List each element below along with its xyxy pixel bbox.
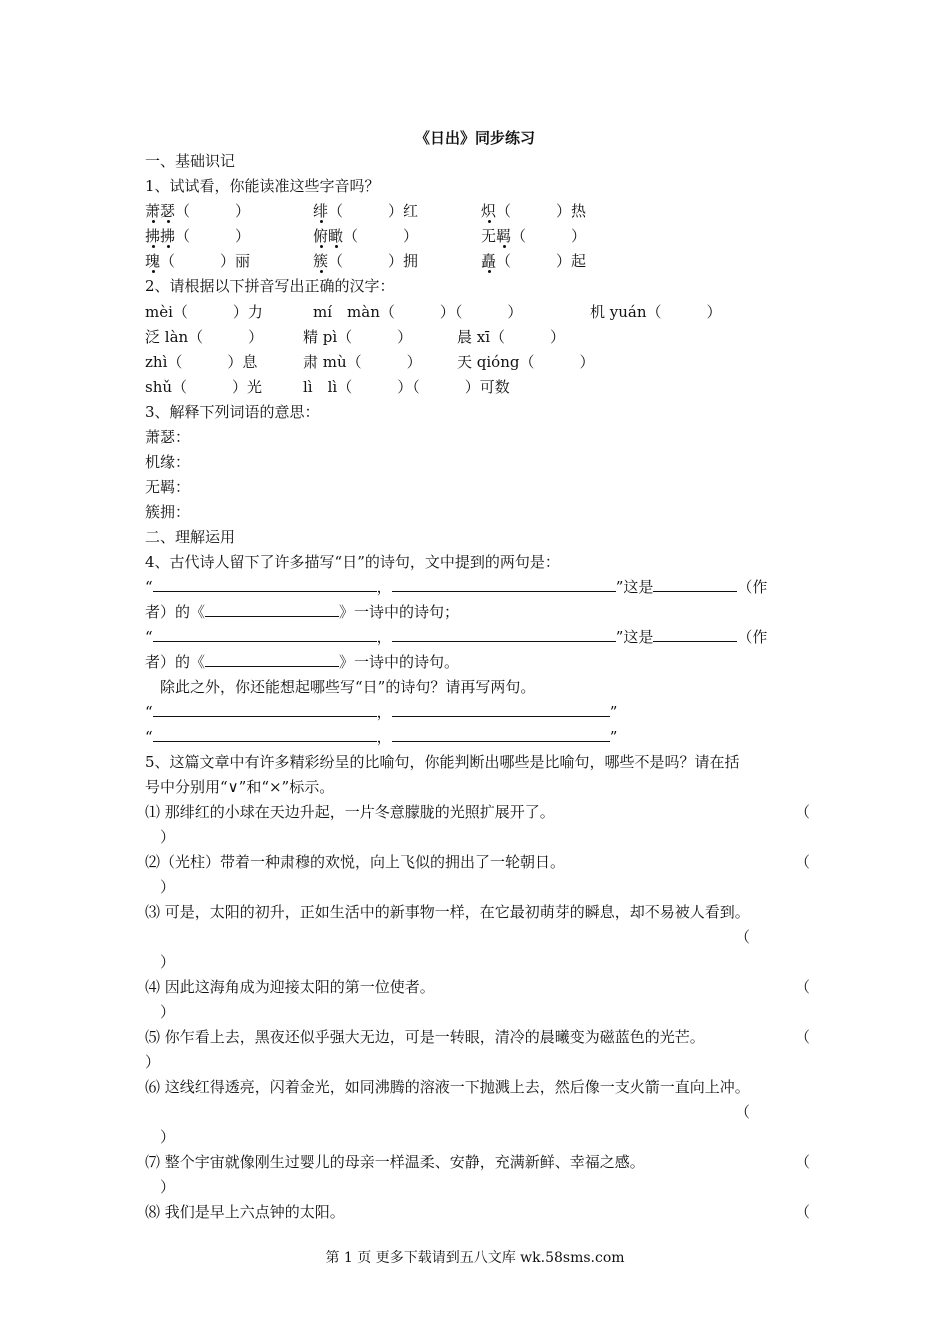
answer-paren-open[interactable]: （: [735, 1103, 751, 1121]
pinyin-item[interactable]: 晨 xī（ ）: [457, 328, 566, 346]
pinyin-item[interactable]: 肃 mù（ ）: [303, 353, 422, 371]
page-title: 《日出》同步练习: [414, 129, 535, 147]
simile-item: ⑵（光柱）带着一种肃穆的欢悦，向上飞似的拥出了一轮朝日。: [145, 853, 566, 871]
simile-item: ⑶ 可是，太阳的初升，正如生活中的新事物一样，在它最初萌芽的瞬息，却不易被人看到。: [145, 903, 750, 921]
answer-paren-open[interactable]: （: [795, 803, 811, 821]
answer-paren-open[interactable]: （: [735, 928, 751, 946]
simile-item: ⑺ 整个宇宙就像刚生过婴儿的母亲一样温柔、安静，充满新鲜、幸福之感。: [145, 1153, 645, 1171]
simile-item: ⑸ 你乍看上去，黑夜还似乎强大无边，可是一转眼，清冷的晨曦变为磁蓝色的光芒。: [145, 1028, 705, 1046]
answer-blank[interactable]: [653, 627, 737, 642]
extra-poems-prompt: 除此之外，你还能想起哪些写“日”的诗句？请再写两句。: [160, 678, 536, 696]
question-1-stem: 1、试试看，你能读准这些字音吗？: [145, 177, 380, 195]
answer-paren-close: ）: [160, 828, 176, 846]
q1-row: 拂拂（ ） 俯瞰（ ） 无羁（ ）: [145, 227, 587, 245]
question-5-stem: 号中分别用“∨”和“×”标示。: [145, 778, 335, 796]
vocab-item[interactable]: 机缘：: [145, 453, 191, 471]
poem-blank-line: “ ， ”这是 （作: [145, 628, 768, 646]
answer-blank[interactable]: [153, 727, 377, 742]
poem-blank-line: “ ， ”这是 （作: [145, 578, 768, 596]
blank[interactable]: （ ）: [496, 202, 572, 220]
q1-row: 萧瑟（ ） 绯（ ）红 炽（ ）热: [145, 202, 587, 220]
answer-paren-open[interactable]: （: [795, 978, 811, 996]
blank[interactable]: （ ）: [328, 202, 404, 220]
answer-paren-close: ）: [160, 953, 176, 971]
blank[interactable]: （ ）: [175, 227, 251, 245]
answer-blank[interactable]: [392, 577, 616, 592]
pinyin-item[interactable]: 精 pì（ ）: [303, 328, 413, 346]
answer-blank[interactable]: [153, 702, 377, 717]
answer-paren-open[interactable]: （: [795, 853, 811, 871]
answer-paren-close: ）: [160, 1128, 176, 1146]
poem-blank-line: “ ， ”: [145, 728, 618, 746]
answer-paren-close: ）: [160, 1003, 176, 1021]
question-5-stem: 5、这篇文章中有许多精彩纷呈的比喻句，你能判断出哪些是比喻句，哪些不是吗？请在括: [145, 753, 740, 771]
answer-blank[interactable]: [392, 702, 610, 717]
simile-item: ⑴ 那绯红的小球在天边升起，一片冬意朦胧的光照扩展开了。: [145, 803, 555, 821]
answer-blank[interactable]: [153, 627, 377, 642]
answer-blank[interactable]: [153, 577, 377, 592]
blank[interactable]: （ ）: [511, 227, 587, 245]
answer-blank[interactable]: [653, 577, 737, 592]
pinyin-item[interactable]: lì lì（ ）（ ）可数: [303, 378, 510, 396]
blank[interactable]: （ ）: [160, 252, 236, 270]
answer-paren-open[interactable]: （: [795, 1203, 811, 1221]
vocab-item[interactable]: 萧瑟：: [145, 428, 191, 446]
blank[interactable]: （ ）: [343, 227, 419, 245]
answer-blank[interactable]: [205, 652, 339, 667]
poem-source-line: 者）的《 》一诗中的诗句。: [145, 653, 460, 671]
answer-blank[interactable]: [392, 627, 616, 642]
answer-paren-close: ）: [160, 878, 176, 896]
question-4-stem: 4、古代诗人留下了许多描写“日”的诗句，文中提到的两句是：: [145, 553, 560, 571]
pinyin-item[interactable]: 机 yuán（ ）: [590, 303, 722, 321]
q1-row: 瑰（ ）丽 簇（ ）拥 矗（ ）起: [145, 252, 587, 270]
answer-paren-open[interactable]: （: [795, 1028, 811, 1046]
vocab-item[interactable]: 无羁：: [145, 478, 191, 496]
answer-paren-close: ）: [160, 1178, 176, 1196]
pinyin-item[interactable]: 泛 làn（ ）: [145, 328, 264, 346]
simile-item: ⑹ 这线红得透亮，闪着金光，如同沸腾的溶液一下抛溅上去，然后像一支火箭一直向上冲。: [145, 1078, 750, 1096]
page-footer: 第 1 页 更多下载请到五八文库 wk.58sms.com: [325, 1250, 625, 1266]
blank[interactable]: （ ）: [175, 202, 251, 220]
q2-row: [145, 302, 845, 322]
poem-blank-line: “ ， ”: [145, 703, 618, 721]
simile-item: ⑻ 我们是早上六点钟的太阳。: [145, 1203, 345, 1221]
pinyin-item[interactable]: mí màn（ ）（ ）: [313, 303, 523, 321]
blank[interactable]: （ ）: [496, 252, 572, 270]
vocab-item[interactable]: 簇拥：: [145, 503, 191, 521]
q2-row: [145, 377, 845, 397]
answer-paren-close: ）: [145, 1053, 161, 1071]
answer-blank[interactable]: [205, 602, 339, 617]
pinyin-item[interactable]: zhì（ ）息: [145, 353, 258, 371]
question-2-stem: 2、请根据以下拼音写出正确的汉字：: [145, 277, 395, 295]
section-heading-basic: 一、基础识记: [145, 152, 236, 170]
blank[interactable]: （ ）: [328, 252, 404, 270]
section-heading-apply: 二、理解运用: [145, 528, 236, 546]
question-3-stem: 3、解释下列词语的意思：: [145, 403, 320, 421]
simile-item: ⑷ 因此这海角成为迎接太阳的第一位使者。: [145, 978, 435, 996]
pinyin-item[interactable]: mèi（ ）力: [145, 303, 263, 321]
pinyin-item[interactable]: 天 qióng（ ）: [457, 353, 595, 371]
answer-blank[interactable]: [392, 727, 610, 742]
answer-paren-open[interactable]: （: [795, 1153, 811, 1171]
q2-row: [145, 352, 845, 372]
q2-row: [145, 327, 845, 347]
pinyin-item[interactable]: shǔ（ ）光: [145, 378, 263, 396]
poem-source-line: 者）的《 》一诗中的诗句；: [145, 603, 460, 621]
